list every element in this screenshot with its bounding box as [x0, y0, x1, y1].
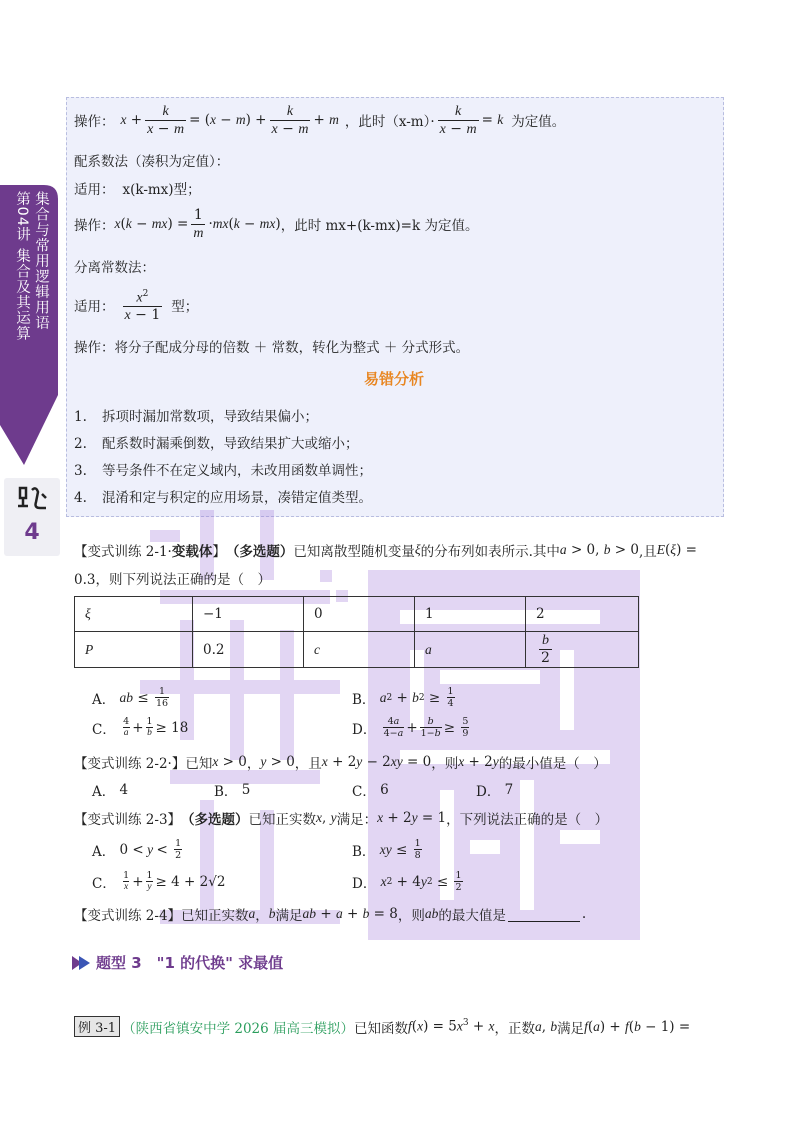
- q24-text2: 满足: [275, 908, 303, 924]
- question-type-3-heading: [72, 952, 283, 973]
- q23-option-a: A． 0 < y < 1 2: [92, 838, 182, 861]
- q24-text3: ，则: [397, 908, 425, 924]
- q21-option-a: A． ab ≤ 1 16: [92, 686, 169, 709]
- q21-option-d: D． 4a 4−a + b 1−b ≥ 5 9: [352, 716, 469, 739]
- q21-text2: 的分布列如表所示.其中: [420, 544, 560, 560]
- method3-title: 分离常数法：: [74, 260, 155, 276]
- q22-option-b: B． 5: [214, 782, 251, 800]
- q23-option-c: C． 1 x + 1 y ≥ 4 + 2√2: [92, 870, 226, 892]
- question-2-1-line-1: 【变式训练 2-1· 变载体 】 （多选题） 已知离散型随机变量 ξ 的分布列如表所示.其中 a > 0, b > 0 ,且 E(ξ) =: [74, 542, 697, 560]
- error-item: 2. 配系数时漏乘倒数，导致结果扩大或缩小；: [74, 436, 359, 452]
- q24-prefix: 【变式训练 2-4】已知正实数: [74, 908, 249, 924]
- operation-line-3: 操作：将分子配成分母的倍数 ＋ 常数，转化为整式 ＋ 分式形式。: [74, 340, 470, 356]
- q21-tag-open: 【变式训练 2-1·: [74, 544, 172, 560]
- table-cell: P: [75, 632, 193, 668]
- table-cell: c: [304, 632, 415, 668]
- answer-blank[interactable]: [508, 907, 580, 922]
- q21-text3: ,且: [638, 544, 657, 560]
- q21-tag-emph: 变载体: [171, 544, 213, 560]
- q23-option-d: D． x 2 + 4 y 2 ≤ 1 2: [352, 870, 462, 893]
- op2-note: ，此时 mx+(k-mx)=k 为定值。: [280, 218, 479, 234]
- table-cell-b-half: $\frac{b}{2}$: [526, 632, 639, 668]
- q23-text1: 已知正实数: [248, 812, 317, 828]
- q22-sep: ，: [246, 756, 261, 772]
- q24-sep: ，: [255, 908, 269, 924]
- side-tab-lesson: 第04讲 集合及其运算: [14, 191, 30, 342]
- ex31-text3: 满足: [557, 1020, 585, 1037]
- op2-label: 操作：: [74, 218, 115, 234]
- error-item: 4. 混淆和定与积定的应用场景，凑错定值类型。: [74, 490, 372, 506]
- apply3-label: 适用：: [74, 299, 115, 315]
- q22-option-a: A． 4: [92, 782, 129, 800]
- table-row: [75, 632, 639, 668]
- q23-option-b: B． xy ≤ 1 8: [352, 838, 421, 861]
- apply-line-3: 适用： $\frac{x^2}{x - 1}$ 型；: [74, 288, 199, 324]
- q22-option-d: D． 7: [476, 782, 514, 800]
- q22-prefix: 【变式训练 2-2·】已知: [74, 756, 213, 772]
- table-cell: a: [415, 632, 526, 668]
- method2-title: 配系数法（凑积为定值）：: [74, 154, 230, 170]
- operation-line-1: 操作： x + $\frac{k}{x - m}$ = (x − m) + $\frac{k}{x - m}$ + m ，此时（x-m）· $\frac{k}{x - m}$ = k 为定值。: [74, 103, 566, 137]
- example-source: （陕西省镇安中学 2026 届高三模拟）: [122, 1020, 355, 1037]
- example-label: 例 3-1: [74, 1016, 120, 1037]
- q21-tag-close: 】: [212, 544, 226, 560]
- question-2-2: 【变式训练 2-2·】已知 x > 0 ， y > 0 ，且 x + 2y − 2xy = 0 ，则 x + 2y 的最小值是（ ）: [74, 754, 607, 772]
- side-tab-subject: 集合与常用逻辑用语: [33, 191, 49, 331]
- q24-end: .: [581, 906, 587, 922]
- error-item: 3. 等号条件不在定义域内，未改用函数单调性；: [74, 463, 372, 479]
- table-cell: 2: [526, 597, 639, 632]
- q23-prefix: 【变式训练 2-3】: [74, 812, 182, 828]
- chapter-glyph-icon: [14, 484, 50, 514]
- q22-tail: ，则: [431, 756, 459, 772]
- q22-mid: ，且: [294, 756, 322, 772]
- chapter-number-box: [4, 478, 60, 556]
- arrow-right-icon: [72, 956, 92, 970]
- table-cell: −1: [193, 597, 304, 632]
- distribution-table: [74, 596, 639, 668]
- q22-end: 的最小值是（ ）: [498, 756, 607, 772]
- q21-multi-choice: （多选题）: [225, 544, 294, 560]
- type3-title: 题型 3 "1 的代换" 求最值: [96, 954, 284, 972]
- apply2-label: 适用：: [74, 182, 115, 198]
- op1-label: 操作：: [74, 114, 115, 130]
- error-item: 1. 拆项时漏加常数项，导致结果偏小；: [74, 409, 318, 425]
- ex31-text2: ，正数: [494, 1020, 535, 1037]
- apply2-text: x(k-mx)型；: [122, 182, 201, 198]
- table-cell: 1: [415, 597, 526, 632]
- question-2-3: 【变式训练 2-3】 （多选题） 已知正实数 x, y 满足： x + 2y = 1 ，下列说法正确的是（ ）: [74, 810, 609, 828]
- table-cell: ξ: [75, 597, 193, 632]
- operation-line-2: 操作： x ( k − mx ) = $\frac{1}{m}$ ·mx(k − mx) ，此时 mx+(k-mx)=k 为定值。: [74, 206, 479, 241]
- table-cell: 0.2: [193, 632, 304, 668]
- op1-note-prefix: ，此时（x-m）·: [344, 114, 435, 130]
- apply-line-2: [74, 178, 201, 198]
- question-2-4: 【变式训练 2-4】已知正实数 a ， b 满足 ab + a + b = 8 ，则 ab 的最大值是 .: [74, 906, 587, 924]
- chapter-number: 4: [24, 520, 40, 545]
- apply3-suffix: 型；: [171, 299, 199, 315]
- q21-text1: 已知离散型随机变量: [293, 544, 415, 560]
- q24-text4: 的最大值是: [438, 908, 506, 924]
- q21-option-c: C． 4 a + 1 b ≥ 18: [92, 716, 189, 738]
- example-3-1: 例 3-1 （陕西省镇安中学 2026 届高三模拟） 已知函数 $f(x) = 5x^3 + x$ ，正数 a, b 满足 f(a) + f(b − 1) =: [74, 1016, 690, 1037]
- op1-note-suffix: 为定值。: [511, 114, 566, 130]
- q22-option-c: C． 6: [352, 782, 389, 800]
- q23-text2: 满足：: [336, 812, 378, 828]
- q23-multi-choice: （多选题）: [181, 812, 249, 828]
- q21-option-b: B． a 2 + b 2 ≥ 1 4: [352, 686, 454, 709]
- table-row: [75, 597, 639, 632]
- error-analysis-title: 易错分析: [363, 370, 424, 388]
- q23-text3: ，下列说法正确的是（ ）: [446, 812, 609, 828]
- table-cell: 0: [304, 597, 415, 632]
- ex31-text1: 已知函数: [354, 1020, 409, 1037]
- question-2-1-line-2: 0.3，则下列说法正确的是（ ）: [74, 572, 271, 588]
- chapter-side-tab: [0, 185, 58, 465]
